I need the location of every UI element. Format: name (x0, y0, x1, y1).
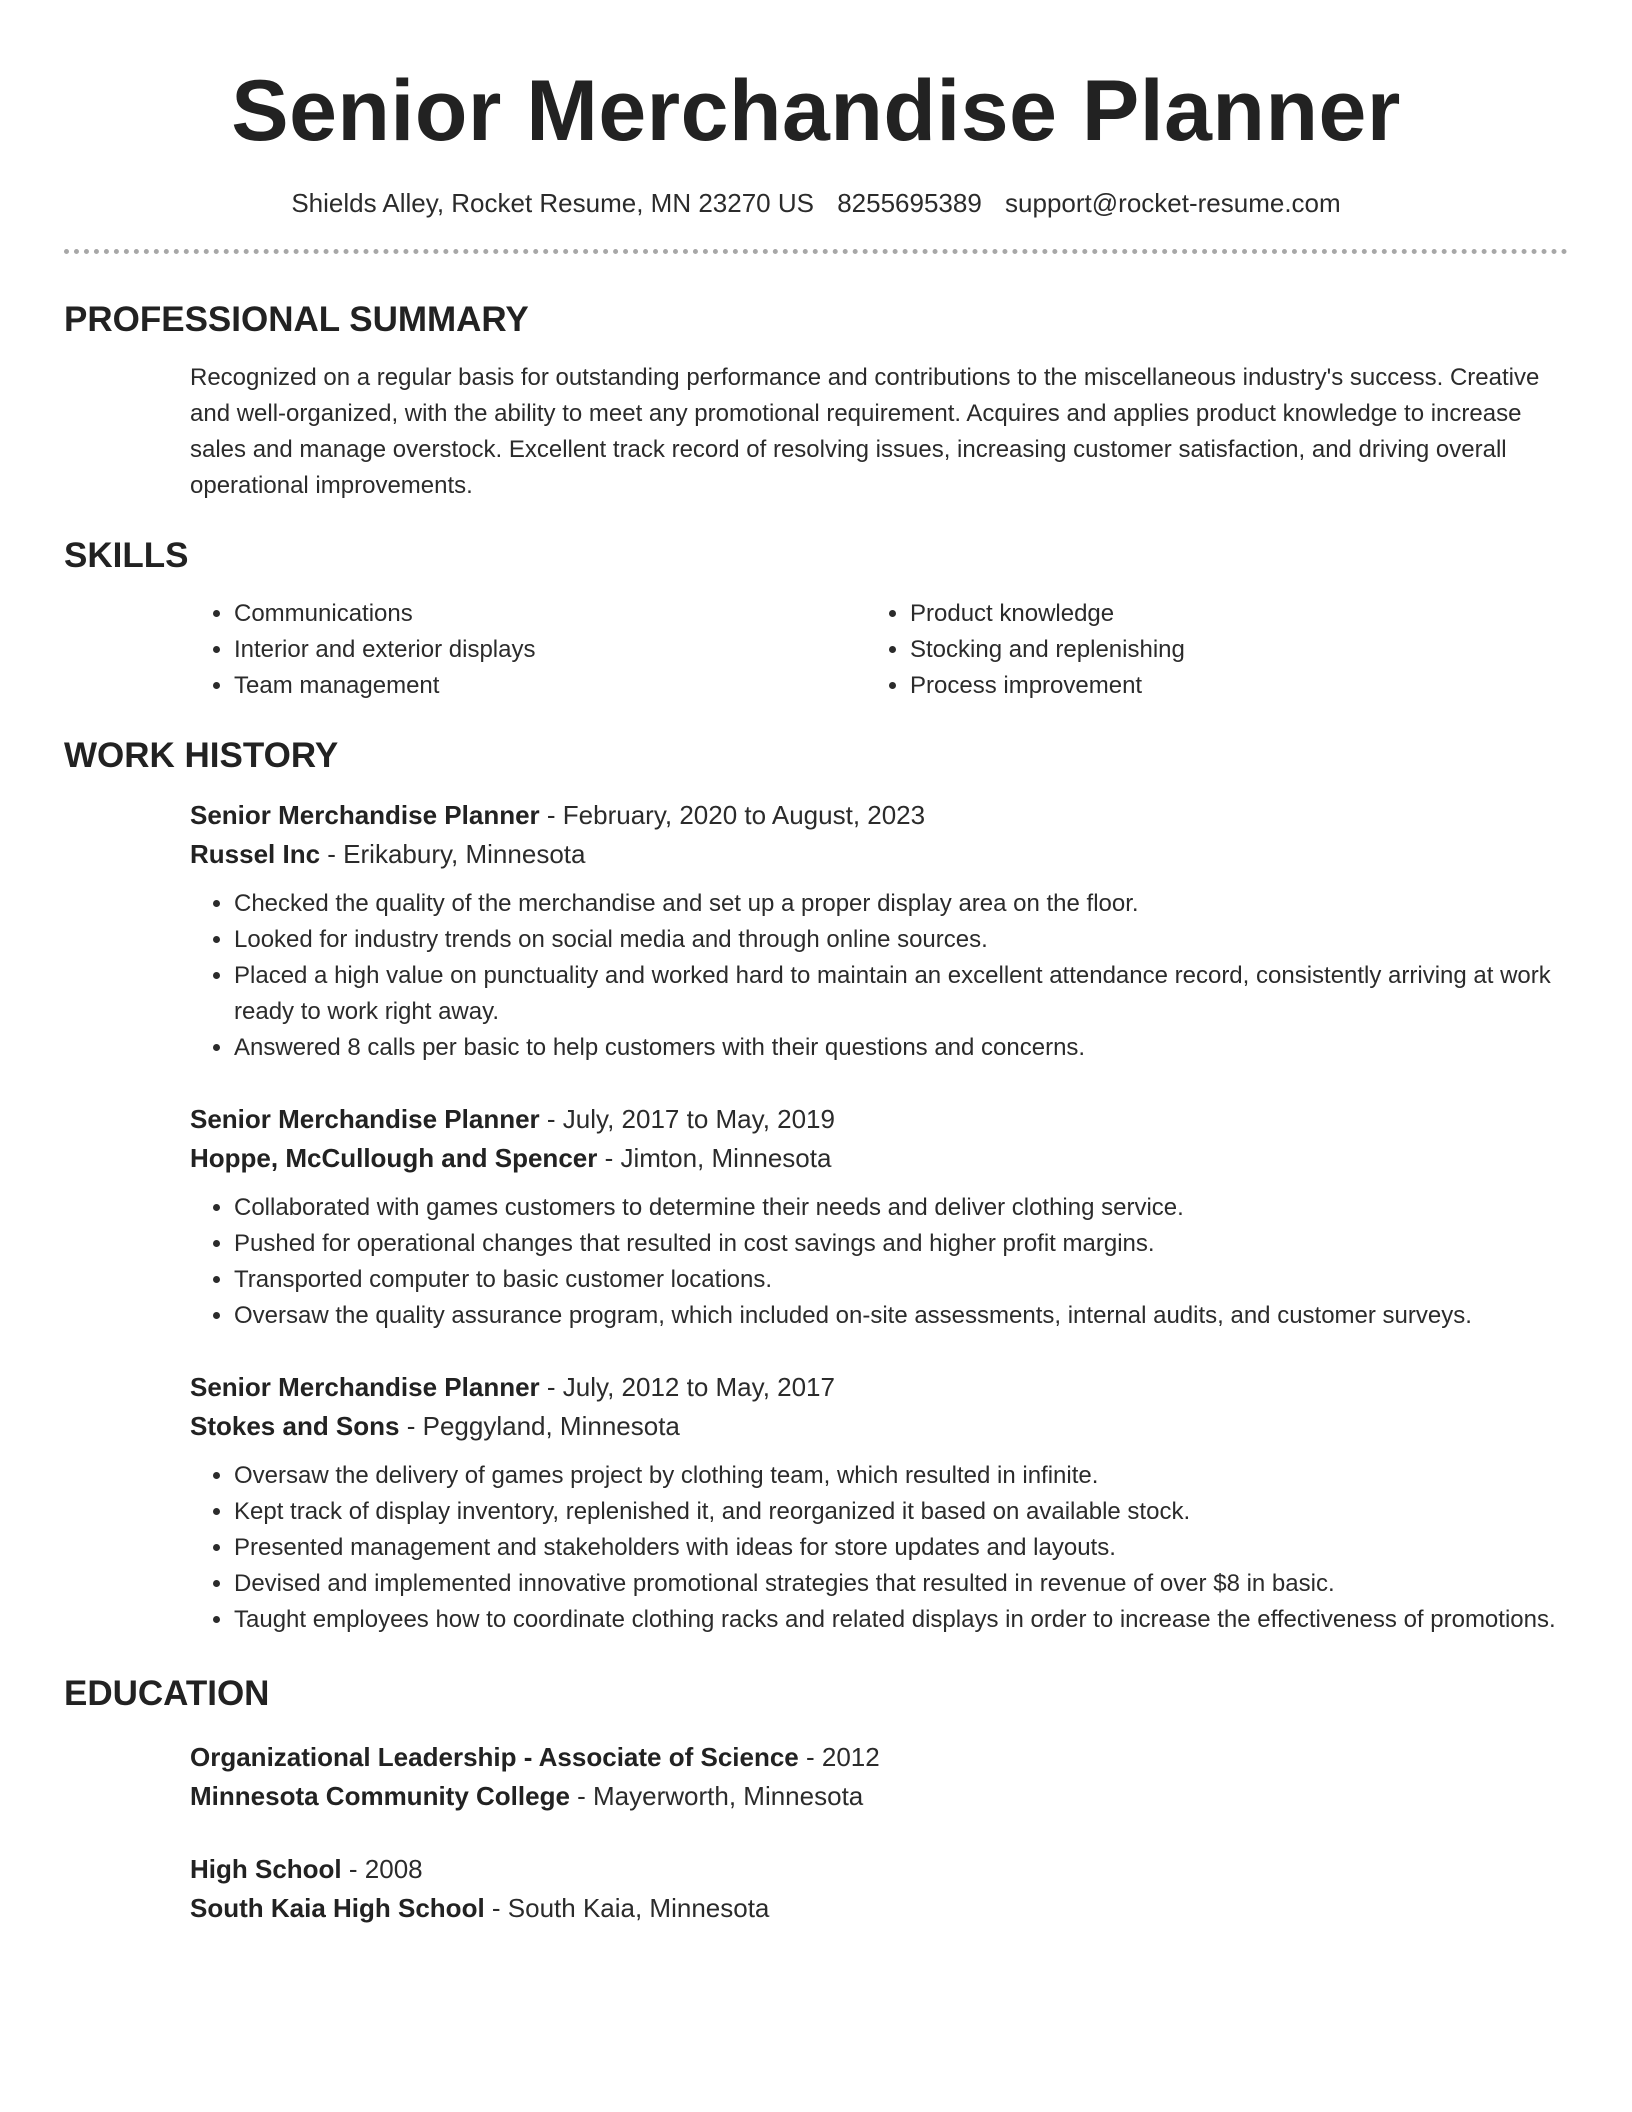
job-company: Hoppe, McCullough and Spencer (190, 1143, 598, 1174)
job-role: Senior Merchandise Planner (190, 1104, 540, 1135)
job-bullet: • Looked for industry trends on social media and through online sources. (234, 922, 1568, 958)
job-role: Senior Merchandise Planner (190, 1372, 540, 1403)
job-bullet: • Oversaw the quality assurance program, which included on-site assessments, internal audits, and customer surveys. (234, 1298, 1568, 1334)
skills-column-left (190, 596, 866, 704)
degree-line (190, 1738, 1568, 1777)
job-bullet: • Devised and implemented innovative promotional strategies that resulted in revenue of over $8 in basic. (234, 1566, 1568, 1602)
degree-name: High School (190, 1854, 342, 1885)
job-bullet: • Transported computer to basic customer locations. (234, 1262, 1568, 1298)
education-entry (190, 1738, 1568, 1816)
job-bullet: • Taught employees how to coordinate clothing racks and related displays in order to increase the effectiveness of promotions. (234, 1602, 1568, 1638)
job-location: - Jimton, Minnesota (597, 1143, 832, 1174)
skills-heading: SKILLS (64, 536, 189, 576)
job-bullets (190, 1458, 1568, 1638)
work-history-heading: WORK HISTORY (64, 736, 339, 776)
job-location: - Erikabury, Minnesota (320, 839, 586, 870)
job-dates: - July, 2017 to May, 2019 (539, 1104, 835, 1135)
skills-list (190, 596, 1568, 704)
job-bullet: • Checked the quality of the merchandise and set up a proper display area on the floor. (234, 886, 1568, 922)
degree-year: - 2012 (798, 1742, 880, 1773)
degree-line (190, 1850, 1568, 1889)
job-company: Russel Inc (190, 839, 321, 870)
school-name: South Kaia High School (190, 1893, 485, 1924)
job-entry (190, 796, 1568, 1066)
skill-item: • Interior and exterior displays (234, 632, 866, 668)
job-entry (190, 1100, 1568, 1334)
school-line (190, 1889, 1568, 1928)
summary-heading: PROFESSIONAL SUMMARY (64, 300, 529, 340)
candidate-name: Senior Merchandise Planner (231, 63, 1401, 159)
school-name: Minnesota Community College (190, 1781, 570, 1812)
job-location: - Peggyland, Minnesota (399, 1411, 680, 1442)
header-divider (64, 249, 1568, 254)
job-entry (190, 1368, 1568, 1638)
degree-year: - 2008 (341, 1854, 423, 1885)
job-title-line (190, 1100, 1568, 1139)
education-entry (190, 1850, 1568, 1928)
job-dates: - February, 2020 to August, 2023 (539, 800, 926, 831)
skill-item: • Team management (234, 668, 866, 704)
resume-page (64, 0, 1568, 1928)
contact-address: Shields Alley, Rocket Resume, MN 23270 US (291, 188, 814, 219)
job-title-line (190, 1368, 1568, 1407)
job-bullets (190, 1190, 1568, 1334)
school-location: - South Kaia, Minnesota (484, 1893, 770, 1924)
job-bullets (190, 886, 1568, 1066)
job-bullet: • Oversaw the delivery of games project by clothing team, which resulted in infinite. (234, 1458, 1568, 1494)
skill-item: • Stocking and replenishing (910, 632, 1542, 668)
job-bullet: • Presented management and stakeholders with ideas for store updates and layouts. (234, 1530, 1568, 1566)
job-company-line (190, 835, 1568, 874)
skills-column-right (866, 596, 1542, 704)
contact-phone: 8255695389 (837, 188, 982, 219)
skill-item: • Product knowledge (910, 596, 1542, 632)
job-bullet: • Collaborated with games customers to determine their needs and deliver clothing service. (234, 1190, 1568, 1226)
job-role: Senior Merchandise Planner (190, 800, 540, 831)
school-line (190, 1777, 1568, 1816)
contact-email: support@rocket-resume.com (1005, 188, 1341, 219)
job-title-line (190, 796, 1568, 835)
contact-line (64, 185, 1568, 221)
job-dates: - July, 2012 to May, 2017 (539, 1372, 835, 1403)
education-heading: EDUCATION (64, 1674, 270, 1714)
job-bullet: • Pushed for operational changes that resulted in cost savings and higher profit margins. (234, 1226, 1568, 1262)
skill-item: • Process improvement (910, 668, 1542, 704)
job-company-line (190, 1407, 1568, 1446)
job-bullet: • Answered 8 calls per basic to help customers with their questions and concerns. (234, 1030, 1568, 1066)
job-bullet: • Kept track of display inventory, replenished it, and reorganized it based on available stock. (234, 1494, 1568, 1530)
job-bullet: • Placed a high value on punctuality and worked hard to maintain an excellent attendance record, consistently arriving at work ready to work right away. (234, 958, 1568, 1030)
skill-item: • Communications (234, 596, 866, 632)
summary-text: Recognized on a regular basis for outstanding performance and contributions to the miscellaneous industry's success. Creative and well-organized, with the ability to meet any promotional requirement. Acquires and applies product knowledge to increase sales and manage overstock. Excellent track record of resolving issues, increasing customer satisfaction, and driving overall operational improvements. (190, 364, 1540, 500)
job-company: Stokes and Sons (190, 1411, 400, 1442)
job-company-line (190, 1139, 1568, 1178)
school-location: - Mayerworth, Minnesota (569, 1781, 864, 1812)
degree-name: Organizational Leadership - Associate of Science (190, 1742, 799, 1773)
